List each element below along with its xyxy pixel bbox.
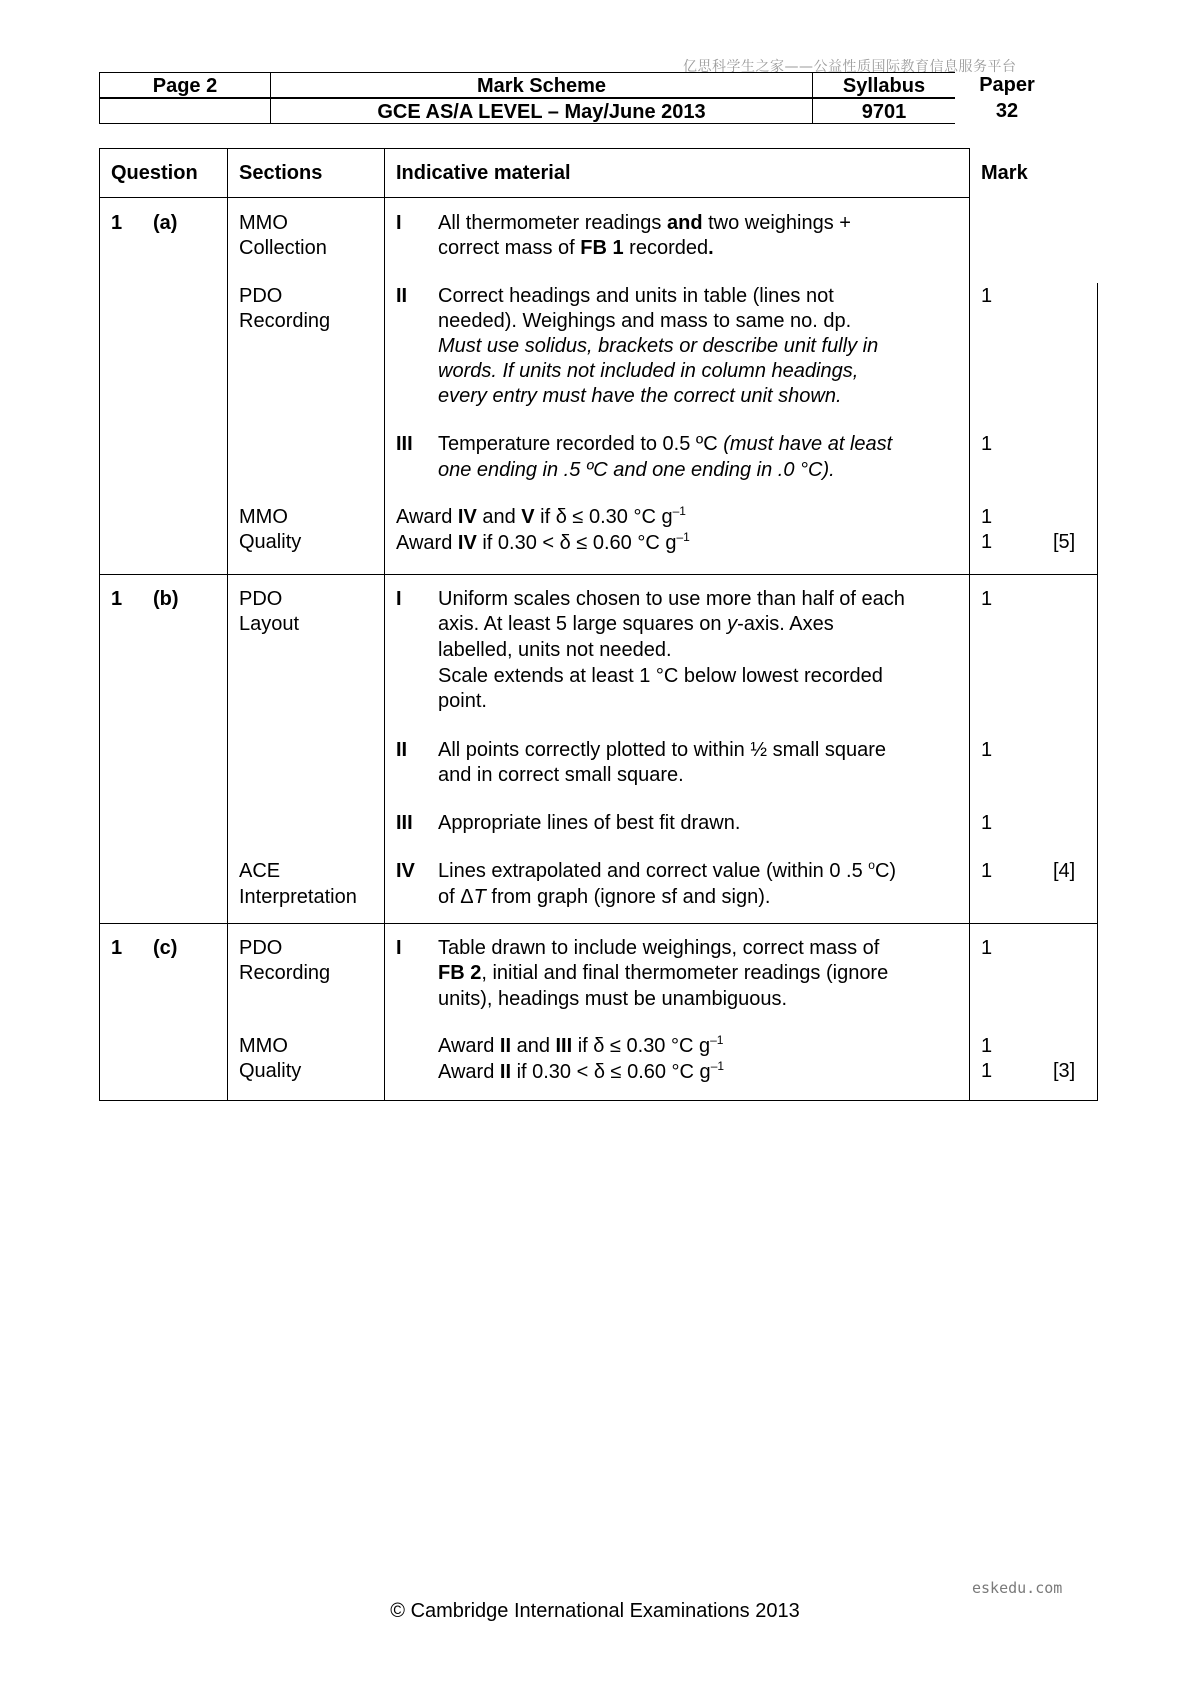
section-name: Collection: [239, 237, 327, 259]
header-syllabus-code: 9701: [813, 98, 955, 124]
section-name: MMO: [239, 1035, 288, 1057]
rule-row-a: [99, 574, 1097, 575]
question-part: (b): [153, 588, 179, 610]
header-paper-number: 32: [995, 100, 1019, 122]
rule-bottom: [99, 1100, 1097, 1101]
section-name: PDO: [239, 588, 283, 610]
rule-top: [99, 148, 969, 149]
criterion-text: units), headings must be unambiguous.: [438, 988, 788, 1010]
rule-col-3: [969, 148, 970, 1101]
mark-total: [5]: [1053, 531, 1076, 553]
mark-value: 1: [981, 812, 993, 834]
criterion-text: Uniform scales chosen to use more than half of each: [438, 588, 905, 610]
rule-col-1: [227, 148, 228, 1101]
section-name: Quality: [239, 531, 302, 553]
mark-value: 1: [981, 285, 993, 307]
question-number: 1: [111, 937, 123, 959]
question-number: 1: [111, 588, 123, 610]
mark-value: 1: [981, 739, 993, 761]
rule-row-b: [99, 923, 1097, 924]
section-name: Quality: [239, 1060, 302, 1082]
header-exam: GCE AS/A LEVEL – May/June 2013: [271, 98, 813, 124]
criterion-text: All points correctly plotted to within ½ small square: [438, 739, 886, 761]
mark-value: 1: [981, 588, 993, 610]
mark-total: [4]: [1053, 860, 1076, 882]
mark-total: [3]: [1053, 1060, 1076, 1082]
section-name: MMO: [239, 212, 288, 234]
mark-scheme-table: [99, 148, 1097, 1103]
criterion-text: of ΔT from graph (ignore sf and sign).: [438, 886, 771, 908]
criterion-text: one ending in .5 ºC and one ending in .0 °C).: [438, 459, 835, 481]
criterion-roman: II: [396, 739, 408, 761]
criterion-text: All thermometer readings and two weighings +: [438, 212, 851, 234]
criterion-roman: III: [396, 433, 413, 455]
criterion-roman: I: [396, 588, 402, 610]
header-page: Page 2: [99, 72, 271, 98]
mark-value: 1: [981, 1035, 993, 1057]
col-header-mark: Mark: [981, 162, 1028, 184]
criterion-text: point.: [438, 690, 487, 712]
section-name: ACE: [239, 860, 281, 882]
mark-value: 1: [981, 937, 993, 959]
mark-value: 1: [981, 506, 993, 528]
criterion-text: needed). Weighings and mass to same no. dp.: [438, 310, 852, 332]
question-part: (c): [153, 937, 178, 959]
question-number: 1: [111, 212, 123, 234]
criterion-text: Appropriate lines of best fit drawn.: [438, 812, 741, 834]
criterion-text: labelled, units not needed.: [438, 639, 672, 661]
criterion-text: and in correct small square.: [438, 764, 684, 786]
question-part: (a): [153, 212, 178, 234]
copyright-footer: © Cambridge International Examinations 2013: [390, 1600, 800, 1622]
criterion-text: Correct headings and units in table (lines not: [438, 285, 834, 307]
section-name: Layout: [239, 613, 300, 635]
award-text: Award IV if 0.30 < δ ≤ 0.60 °C $g^{-1}$: [396, 530, 690, 554]
mark-value: 1: [981, 860, 993, 882]
section-name: PDO: [239, 285, 283, 307]
header-syllabus-label: Syllabus: [813, 72, 955, 98]
section-name: MMO: [239, 506, 288, 528]
criterion-text: FB 2, initial and final thermometer readings (ignore: [438, 962, 889, 984]
section-name: Interpretation: [239, 886, 357, 908]
header-paper-label: Paper: [979, 74, 1035, 96]
header-blank-cell: [99, 98, 271, 124]
mark-value: 1: [981, 1060, 993, 1082]
section-name: PDO: [239, 937, 283, 959]
award-text: Award II and III if δ ≤ 0.30 °C $g^{-1}$: [438, 1033, 724, 1057]
watermark-bottom: eskedu.com: [972, 1579, 1063, 1597]
criterion-text: every entry must have the correct unit shown.: [438, 385, 842, 407]
rule-header-bottom: [99, 197, 969, 198]
criterion-text: Lines extrapolated and correct value (within 0 .5 $^o$C): [438, 858, 897, 882]
rule-right: [1097, 283, 1098, 1101]
col-header-question: Question: [111, 162, 198, 184]
award-text: Award II if 0.30 < δ ≤ 0.60 °C $g^{-1}$: [438, 1059, 725, 1083]
header-mark-scheme: Mark Scheme: [271, 72, 813, 98]
criterion-text: Table drawn to include weighings, correct mass of: [438, 937, 880, 959]
criterion-roman: IV: [396, 860, 415, 882]
criterion-roman: II: [396, 285, 408, 307]
mark-value: 1: [981, 433, 993, 455]
watermark-top: 亿思科学生之家——公益性质国际教育信息服务平台: [683, 59, 1017, 75]
page-header: [99, 72, 1059, 124]
criterion-roman: III: [396, 812, 413, 834]
section-name: Recording: [239, 310, 331, 332]
criterion-text: Scale extends at least 1 °C below lowest recorded: [438, 665, 883, 687]
criterion-text: axis. At least 5 large squares on y-axis. Axes: [438, 613, 834, 635]
award-text: Award IV and V if δ ≤ 0.30 °C $g^{-1}$: [396, 504, 686, 528]
col-header-sections: Sections: [239, 162, 323, 184]
rule-col-2: [384, 148, 385, 1101]
rule-left: [99, 148, 100, 1101]
mark-value: 1: [981, 531, 993, 553]
criterion-text: correct mass of FB 1 recorded.: [438, 237, 714, 259]
criterion-roman: I: [396, 937, 402, 959]
section-name: Recording: [239, 962, 331, 984]
criterion-text: Must use solidus, brackets or describe unit fully in: [438, 335, 879, 357]
criterion-roman: I: [396, 212, 402, 234]
col-header-indicative: Indicative material: [396, 162, 571, 184]
criterion-text: words. If units not included in column headings,: [438, 360, 859, 382]
criterion-text: Temperature recorded to 0.5 ºC (must have at least: [438, 433, 893, 455]
